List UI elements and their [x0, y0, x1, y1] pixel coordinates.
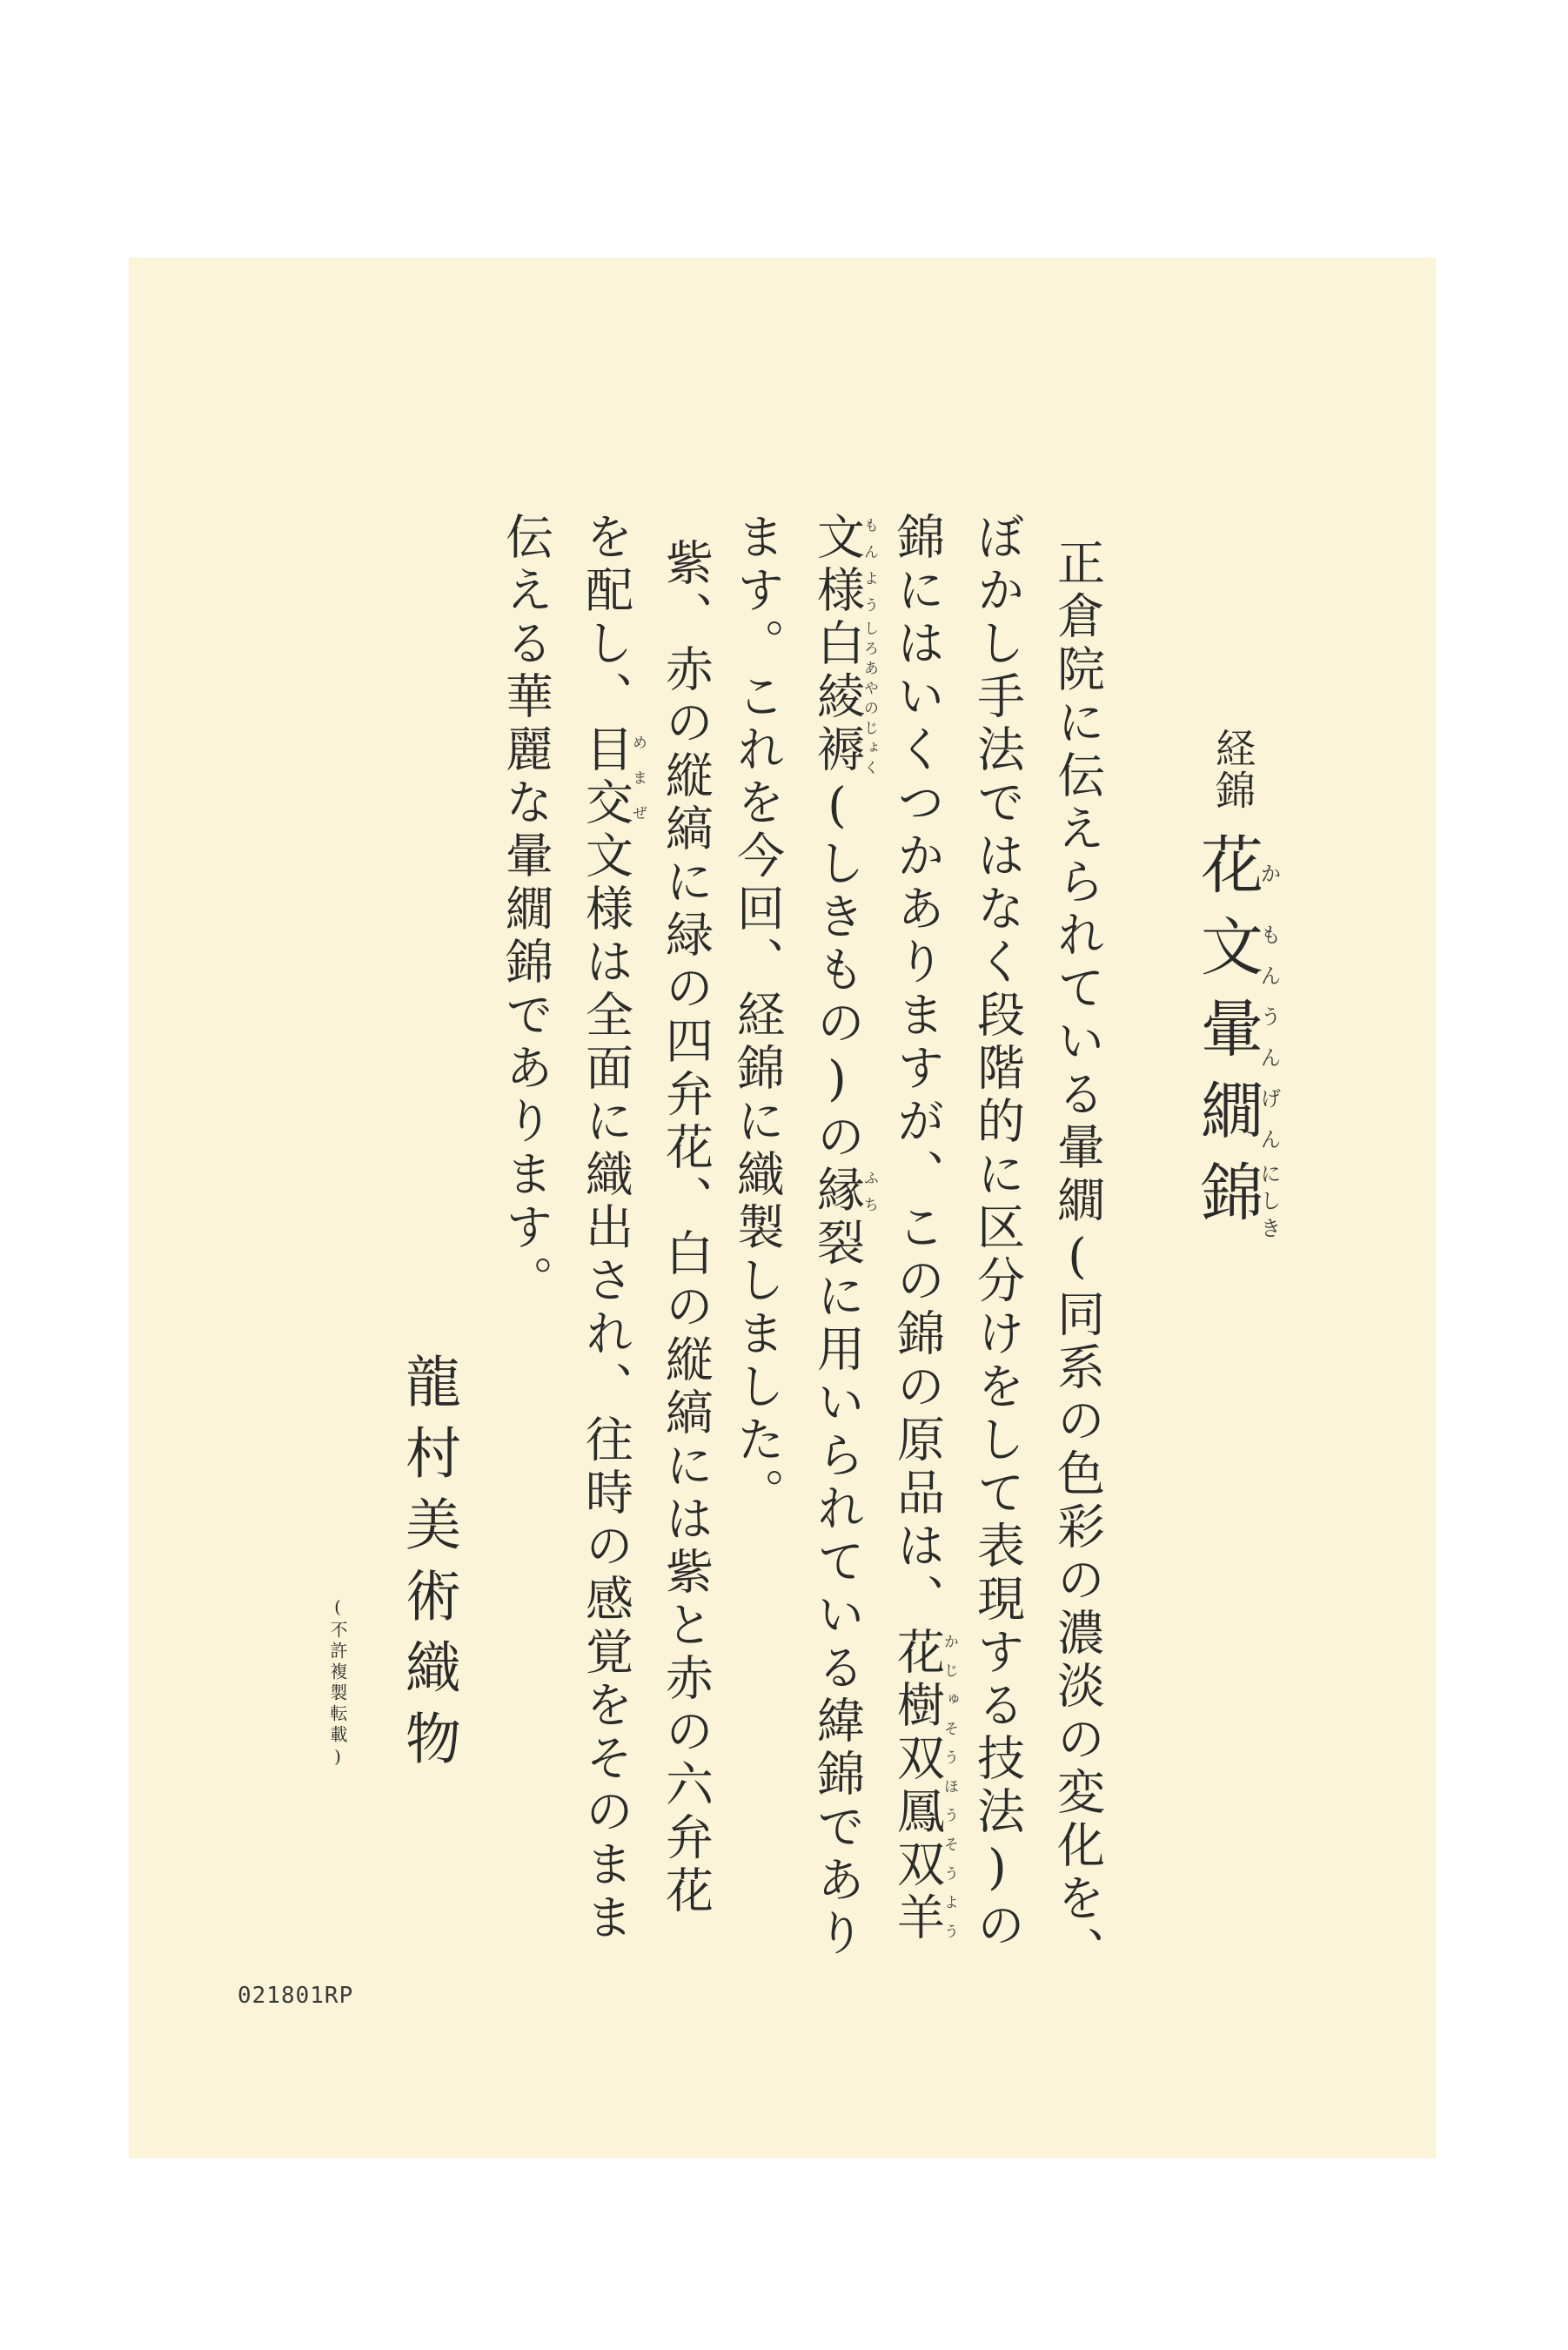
- subtitle-text: 経錦: [1210, 728, 1256, 811]
- body-line-4: 文様もんよう白綾褥しろあやのじょく(しきもの)の縁ふち裂に用いられている緯錦であり: [809, 512, 878, 1961]
- maker-name: 龍村美術織物: [396, 1353, 460, 1781]
- title-char-4: 繝げん: [1190, 1078, 1281, 1159]
- body-line-2: ぼかし手法ではなく段階的に区分けをして表現する技法)の: [969, 512, 1025, 1953]
- page-title: [1190, 832, 1281, 1241]
- description-card: [129, 258, 1436, 2159]
- title-char-1: 花か: [1190, 832, 1281, 914]
- ruby-shiroayanojoku: 白綾褥しろあやのじょく: [809, 618, 878, 777]
- body-line-8: 伝える華麗な暈繝錦であります。: [498, 512, 553, 1308]
- body-line-6: 紫、赤の縦縞に緑の四弁花、白の縦縞には紫と赤の六弁花: [658, 538, 714, 1918]
- ruby-monyou: 文様もんよう: [809, 512, 878, 618]
- body-line-5: ます。これを今回、経錦に織製しました。: [729, 512, 785, 1521]
- product-code: 021801RP: [238, 1983, 354, 2009]
- copyright-notice: (不許複製転載): [327, 1596, 348, 1770]
- ruby-fuchi: 縁ふち: [809, 1165, 878, 1218]
- subtitle: [1204, 728, 1262, 811]
- body-line-3: 錦にはいくつかありますが、この錦の原品は、花樹双鳳双羊かじゅそうほうそうよう: [889, 512, 958, 1945]
- body-line-1: 正倉院に伝えられている暈繝(同系の色彩の濃淡の変化を、: [1049, 538, 1105, 1979]
- ruby-kajusouhousouyou: 花樹双鳳双羊かじゅそうほうそうよう: [889, 1627, 958, 1945]
- title-char-2: 文もん: [1190, 914, 1281, 996]
- body-line-7: を配し、目交めまぜ文様は全面に織出され、往時の感覚をそのまま: [578, 512, 647, 1945]
- title-char-3: 暈うん: [1190, 996, 1281, 1078]
- ruby-memaze: 目交めまぜ: [578, 724, 647, 830]
- title-char-5: 錦にしき: [1190, 1159, 1281, 1241]
